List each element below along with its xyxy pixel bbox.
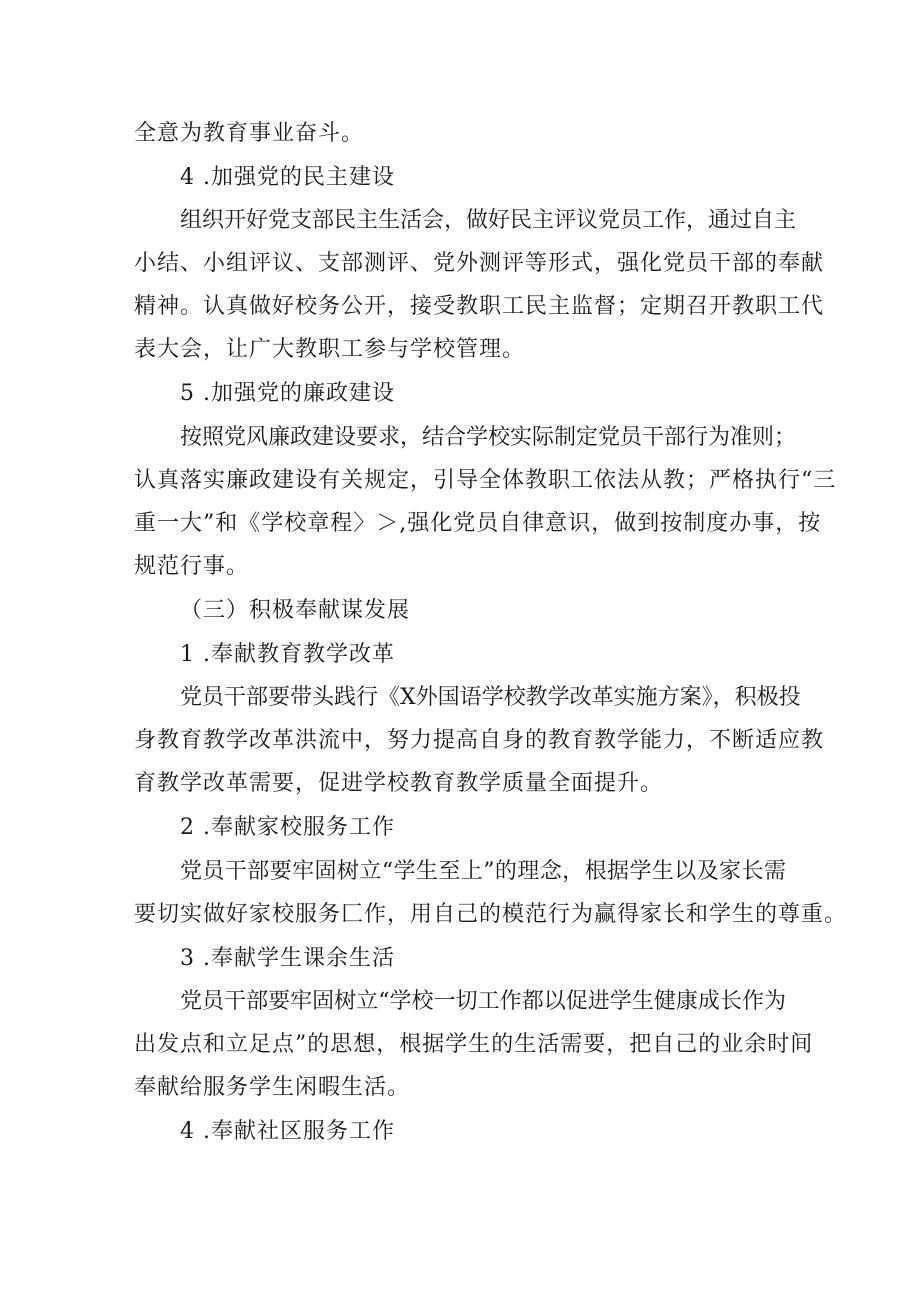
paragraph-line: 党员干部要牢固树立“学生至上”的理念，根据学生以及家长需: [180, 859, 786, 884]
heading-student-life: 3 .奉献学生课余生活: [180, 946, 395, 971]
paragraph-line: 认真落实廉政建设有关规定，引导全体教职工依法从教；严格执行“三: [134, 468, 837, 493]
heading-home-school: 2 .奉献家校服务工作: [180, 815, 395, 840]
paragraph-line: 奉献给服务学生闲暇生活。: [134, 1075, 411, 1100]
paragraph-line: 组织开好党支部民主生活会，做好民主评议党员工作，通过自主: [180, 208, 797, 233]
paragraph-line: 身教育教学改革洪流中，努力提高自身的教育教学能力，不断适应教: [134, 728, 825, 753]
paragraph-line: 要切实做好家校服务匚作，用自己的模范行为赢得家长和学生的尊重。: [134, 902, 848, 927]
heading-party-democracy: 4 .加强党的民主建设: [180, 165, 395, 190]
paragraph-line: 表大会，让广大教职工参与学校管理。: [134, 337, 526, 362]
paragraph-line: 全意为教育事业奋斗。: [134, 121, 365, 146]
paragraph-line: 党员干部要牢固树立“学校一切工作都以促进学生健康成长作为: [180, 989, 786, 1014]
heading-party-integrity: 5 .加强党的廉政建设: [180, 381, 395, 406]
heading-community: 4 .奉献社区服务工作: [180, 1119, 395, 1144]
paragraph-line: 小结、小组评议、支部测评、党外测评等形式，强化党员干部的奉献: [134, 251, 825, 276]
section-heading-three: （三）积极奉献谋发展: [180, 598, 411, 623]
paragraph-line: 重一大”和《学校章程〉＞,强化党员自律意识，做到按制度办事，按: [134, 511, 822, 536]
paragraph-line: 规范行事。: [134, 554, 250, 579]
paragraph-line: 按照党风廉政建设要求，结合学校实际制定党员干部行为准则；: [180, 425, 797, 450]
paragraph-line: 育教学改革需要，促进学校教育教学质量全面提升。: [134, 771, 664, 796]
paragraph-line: 精神。认真做好校务公开，接受教职工民主监督；定期召开教职工代: [134, 294, 825, 319]
heading-teaching-reform: 1 .奉献教育教学改革: [180, 642, 395, 667]
paragraph-line: 党员干部要带头践行《X外国语学校教学改革实施方案》，积极投: [180, 685, 801, 710]
paragraph-line: 出发点和立足点”的思想，根据学生的生活需要，把自己的业余时间: [134, 1032, 814, 1057]
